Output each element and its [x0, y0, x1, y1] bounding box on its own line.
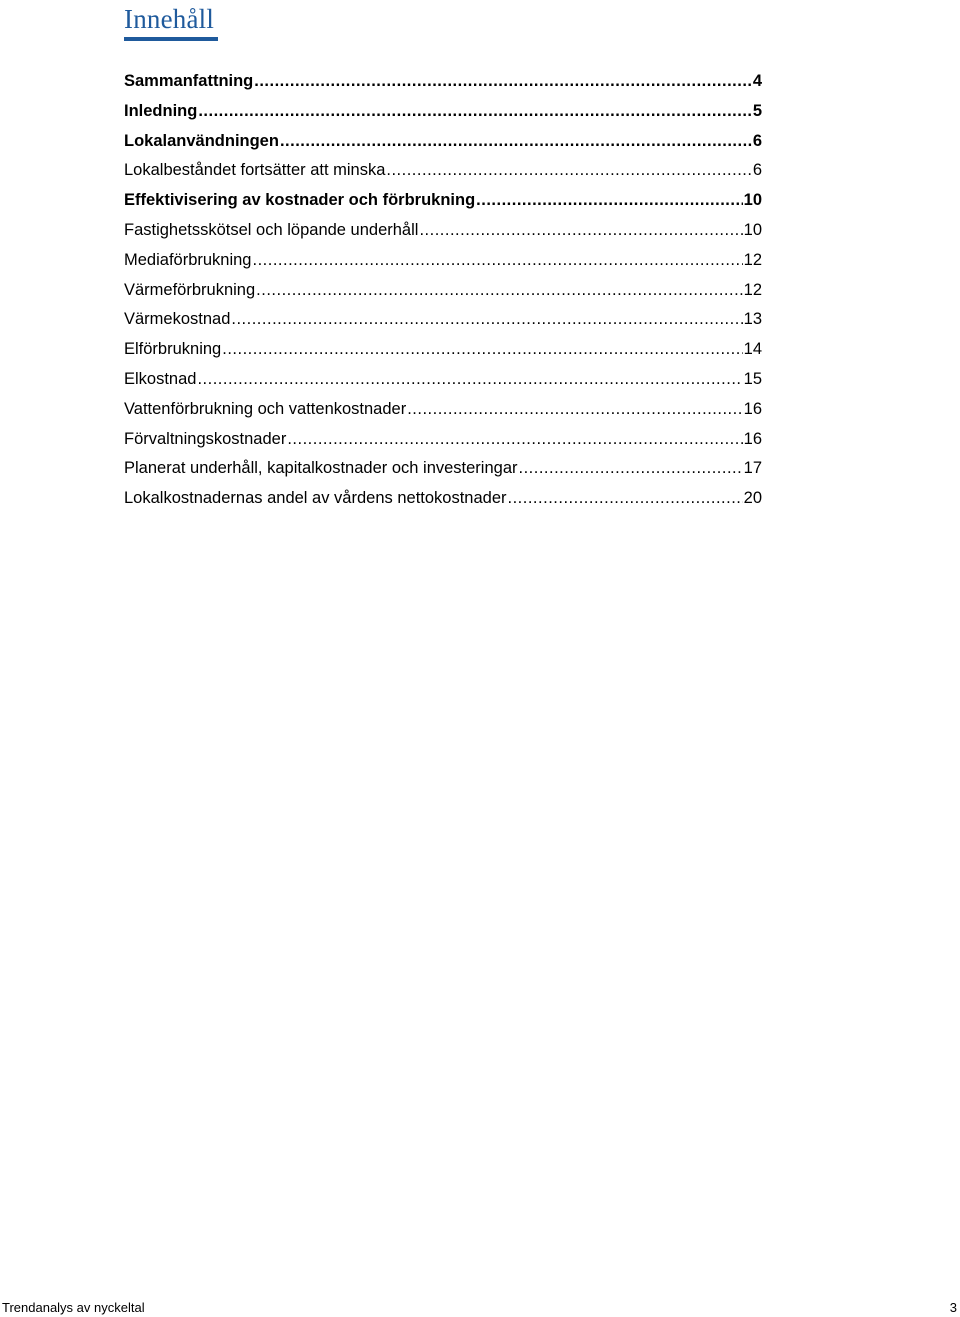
toc-leader-dots: [198, 97, 751, 127]
toc-leader-dots: [419, 216, 742, 246]
toc-entry-page: 6: [752, 161, 762, 180]
title-underline: [124, 37, 218, 41]
toc-entry[interactable]: [124, 246, 762, 276]
toc-entry-title: Lokalbeståndet fortsätter att minska: [124, 161, 386, 180]
toc-entry-page: 20: [743, 489, 762, 508]
toc-leader-dots: [231, 305, 742, 335]
toc-entry[interactable]: [124, 67, 762, 97]
toc-entry[interactable]: [124, 156, 762, 186]
toc-entry[interactable]: [124, 454, 762, 484]
toc-entry-title: Värmekostnad: [124, 310, 231, 329]
toc-entry-title: Elförbrukning: [124, 340, 222, 359]
toc-entry[interactable]: [124, 97, 762, 127]
toc-entry-page: 16: [743, 399, 762, 418]
toc-entry-title: Lokalanvändningen: [124, 131, 279, 150]
toc-entry-title: Sammanfattning: [124, 72, 254, 90]
toc-entry[interactable]: [124, 365, 762, 395]
footer-document-title: Trendanalys av nyckeltal: [2, 1300, 145, 1315]
toc-entry[interactable]: [124, 216, 762, 246]
toc-entry-title: Lokalkostnadernas andel av vårdens nettokostnader: [124, 489, 507, 508]
toc-entry[interactable]: [124, 335, 762, 365]
toc-leader-dots: [197, 365, 742, 395]
toc-entry-title: Vattenförbrukning och vattenkostnader: [124, 399, 407, 418]
toc-entry-title: Elkostnad: [124, 369, 197, 388]
toc-entry-page: 4: [752, 72, 762, 90]
footer-page-number: 3: [949, 1300, 957, 1315]
toc-entry-page: 12: [743, 250, 762, 269]
toc-entry-page: 17: [743, 459, 762, 478]
toc-entry-title: Mediaförbrukning: [124, 250, 252, 269]
toc-entry-page: 15: [743, 369, 762, 388]
toc-leader-dots: [280, 127, 752, 157]
toc-leader-dots: [476, 186, 742, 216]
toc-entry-page: 13: [743, 310, 762, 329]
toc-leader-dots: [222, 335, 742, 365]
table-of-contents: [124, 67, 762, 514]
toc-entry-page: 10: [743, 220, 762, 239]
toc-entry-title: Förvaltningskostnader: [124, 429, 287, 448]
toc-entry-title: Värmeförbrukning: [124, 280, 256, 299]
toc-entry[interactable]: [124, 395, 762, 425]
toc-entry-page: 16: [743, 429, 762, 448]
toc-entry-title: Planerat underhåll, kapitalkostnader och investeringar: [124, 459, 518, 478]
toc-entry-title: Fastighetsskötsel och löpande underhåll: [124, 220, 419, 239]
toc-entry-page: 12: [743, 280, 762, 299]
toc-leader-dots: [254, 67, 752, 97]
toc-leader-dots: [256, 276, 742, 306]
toc-entry-page: 6: [752, 131, 762, 150]
toc-leader-dots: [508, 484, 743, 514]
toc-entry[interactable]: [124, 484, 762, 514]
toc-leader-dots: [519, 454, 743, 484]
toc-leader-dots: [287, 425, 742, 455]
toc-entry[interactable]: [124, 127, 762, 157]
page-title: Innehåll: [124, 4, 215, 34]
toc-entry-title: Inledning: [124, 101, 198, 120]
toc-entry[interactable]: [124, 425, 762, 455]
toc-leader-dots: [253, 246, 743, 276]
toc-leader-dots: [386, 156, 751, 186]
toc-entry-page: 5: [752, 101, 762, 120]
toc-entry[interactable]: [124, 305, 762, 335]
toc-entry-title: Effektivisering av kostnader och förbrukning: [124, 191, 476, 210]
toc-entry[interactable]: [124, 276, 762, 306]
toc-entry-page: 10: [743, 191, 762, 210]
toc-entry-page: 14: [743, 340, 762, 359]
toc-leader-dots: [407, 395, 742, 425]
toc-entry[interactable]: [124, 186, 762, 216]
